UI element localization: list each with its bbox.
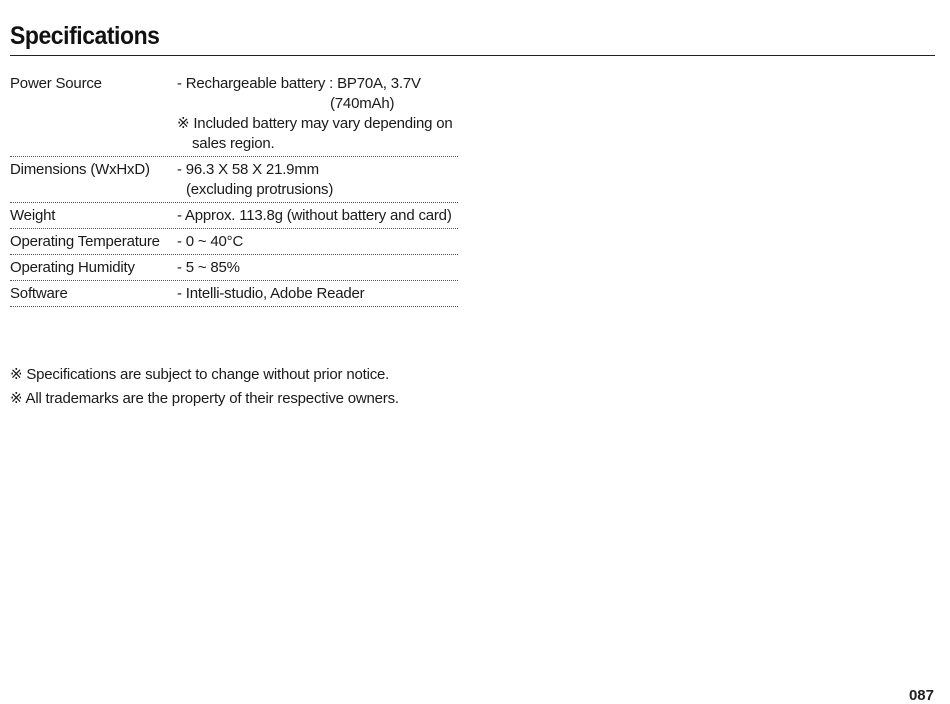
spec-value-line: - Approx. 113.8g (without battery and card) [177,207,452,224]
spec-value [177,74,458,154]
spec-row-power-source [10,71,458,157]
spec-value-line: - Intelli-studio, Adobe Reader [177,285,365,302]
spec-value-line: - 0 ~ 40°C [177,233,244,250]
title-divider [10,55,935,56]
spec-value-line: - 96.3 X 58 X 21.9mm [177,161,319,178]
spec-row-weight [10,203,458,229]
specifications-table [10,71,458,307]
note-specifications-change: ※ Specifications are subject to change without prior notice. [10,366,390,383]
spec-value-line: - 5 ~ 85% [177,259,240,276]
spec-value [177,258,458,278]
spec-label: Software [10,285,68,302]
spec-label: Operating Temperature [10,233,160,250]
spec-row-dimensions [10,157,458,203]
spec-value [177,206,458,226]
spec-value-line: - Rechargeable battery : BP70A, 3.7V [177,75,421,92]
spec-row-operating-temperature [10,229,458,255]
spec-row-software [10,281,458,307]
page-title: Specifications [10,22,160,50]
spec-value [177,160,458,200]
spec-value-line: sales region. [192,135,275,152]
spec-row-operating-humidity [10,255,458,281]
note-trademarks: ※ All trademarks are the property of their respective owners. [10,390,399,407]
spec-label: Weight [10,207,56,224]
spec-label: Dimensions (WxHxD) [10,161,150,178]
spec-value-line: ※ Included battery may vary depending on [177,115,453,132]
notes-section [10,363,399,411]
spec-value-line: (excluding protrusions) [186,181,334,198]
page-number: 087 [908,687,934,704]
spec-label: Power Source [10,75,102,92]
spec-value-line: (740mAh) [330,95,395,112]
spec-label: Operating Humidity [10,259,135,276]
spec-value [177,232,458,252]
spec-value [177,284,458,304]
